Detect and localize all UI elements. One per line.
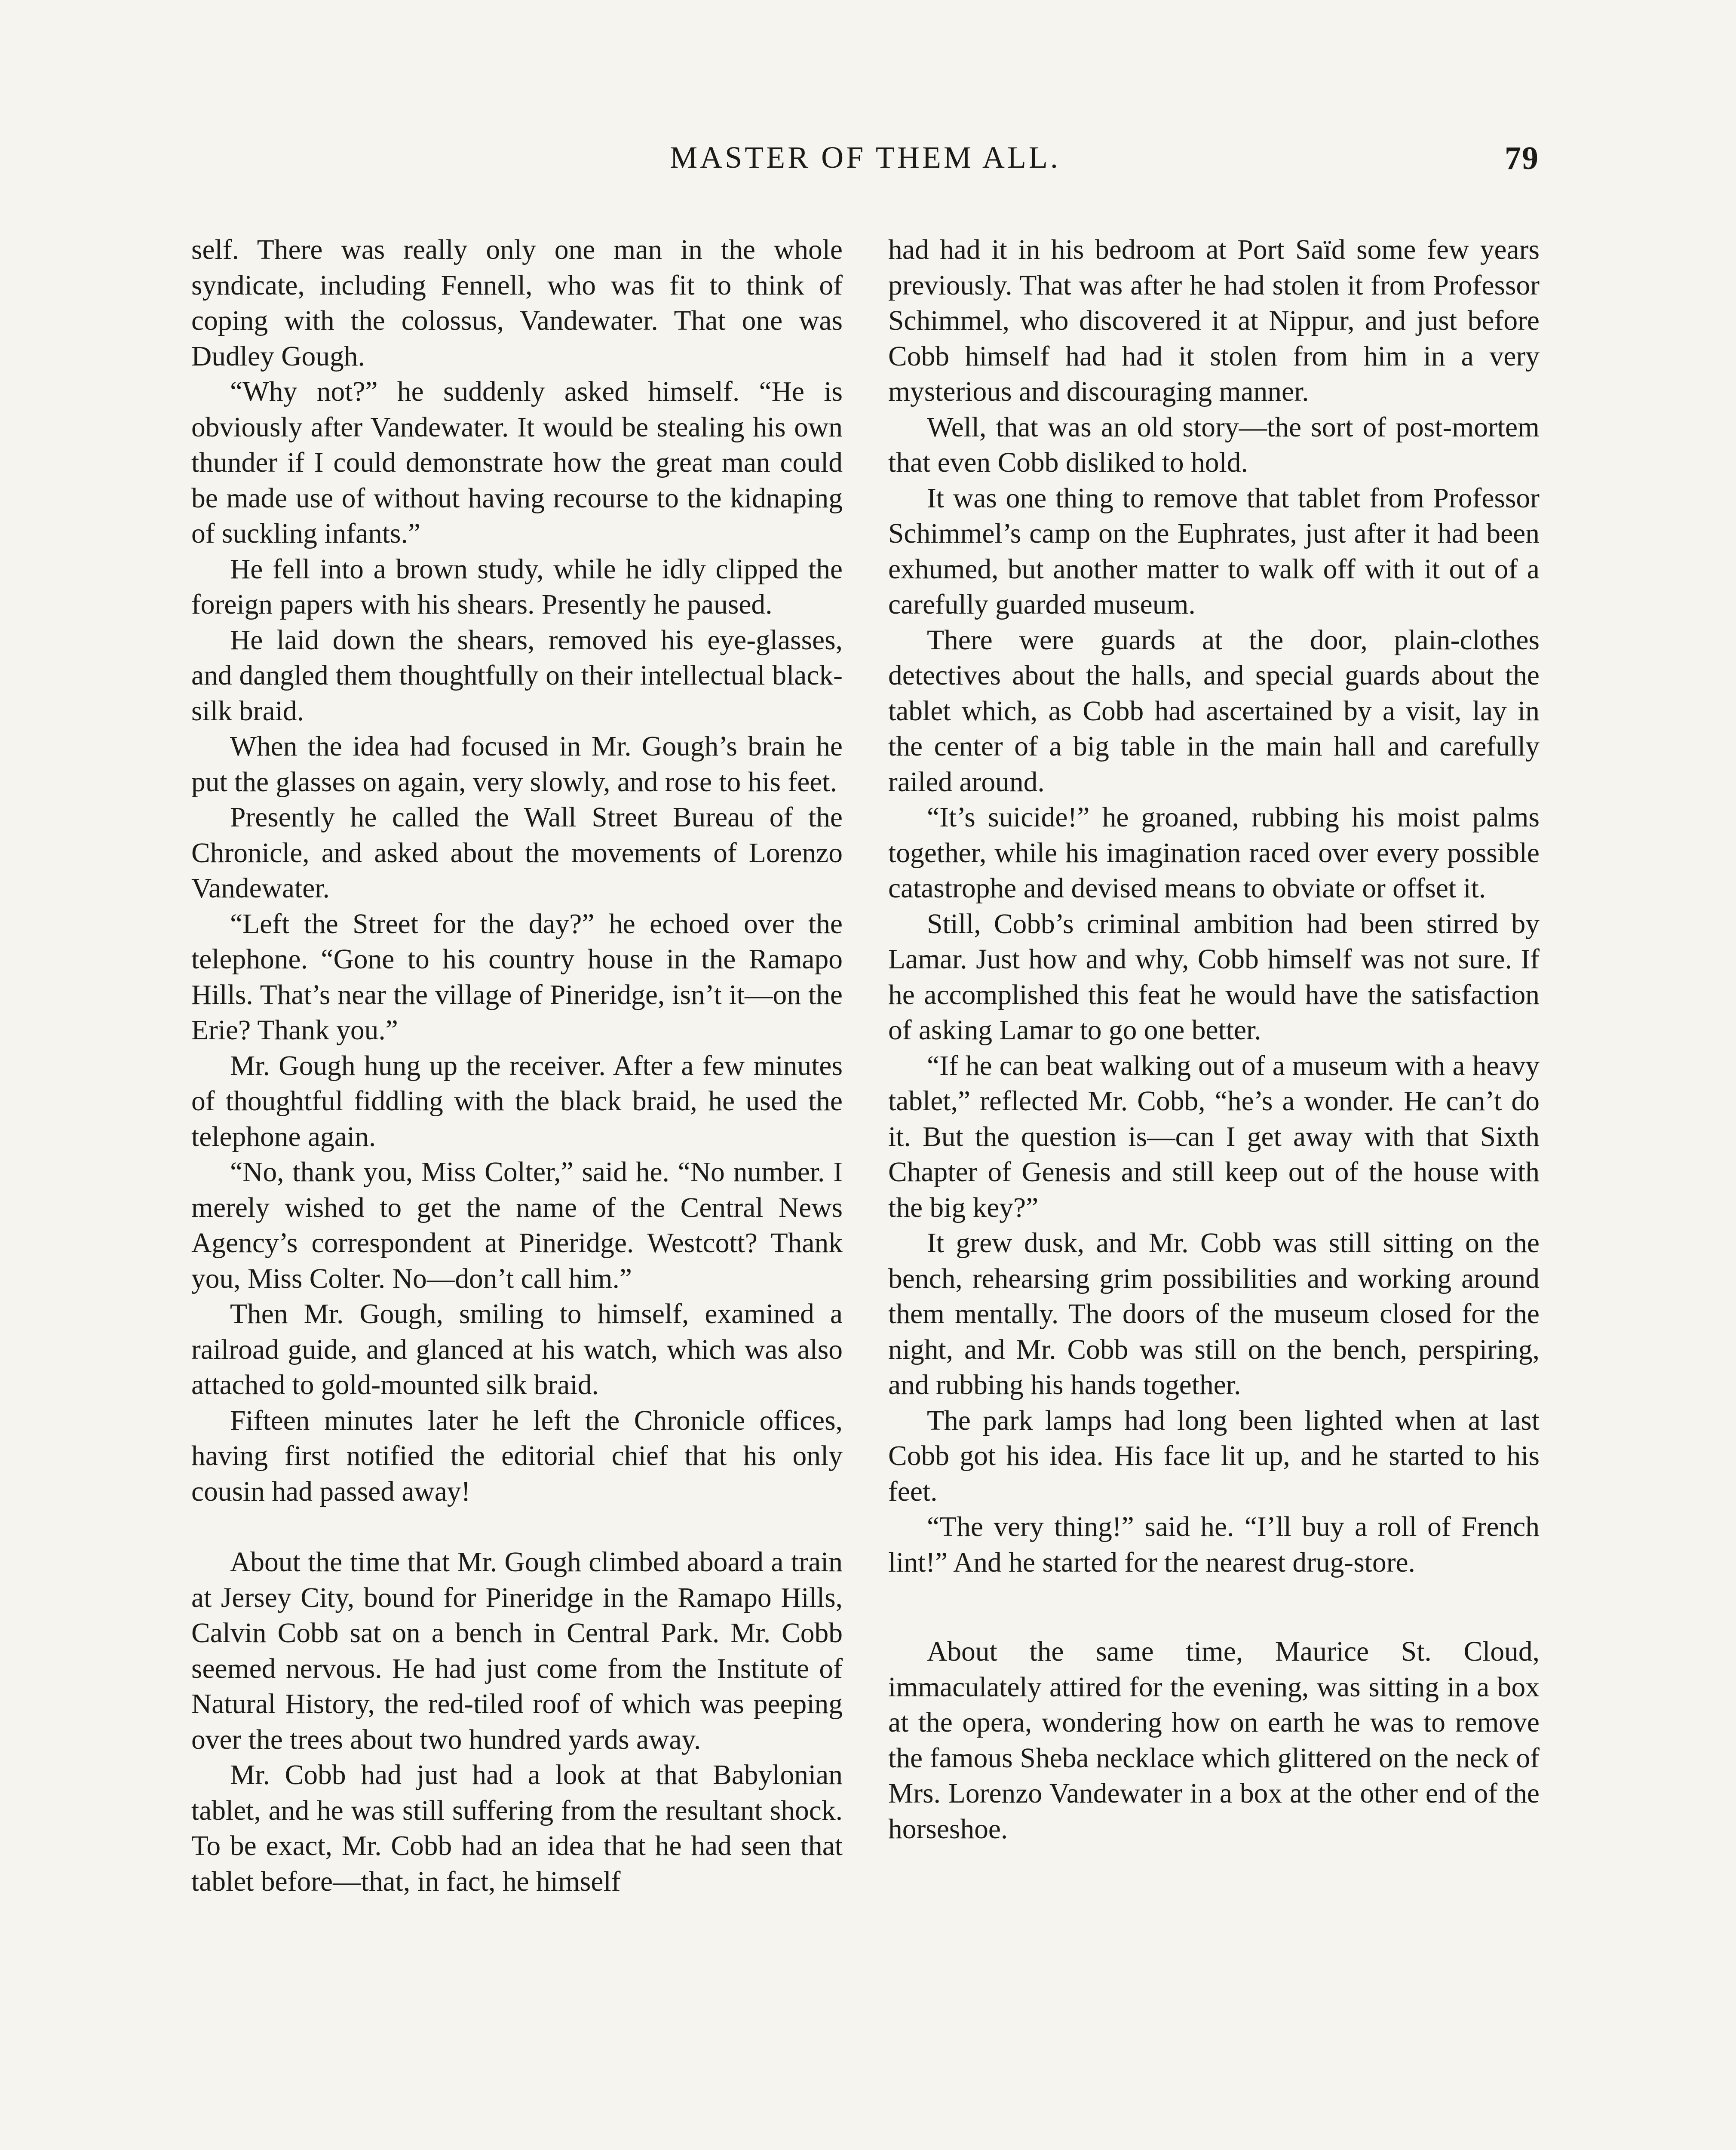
paragraph: It was one thing to remove that tablet from Professor Schimmel’s camp on the Euphrates, just after it had been exhumed, but another matter to walk off with it out of a carefully guarded museum. xyxy=(888,482,1540,620)
paragraph: Presently he called the Wall Street Bureau of the Chronicle, and asked about the movements of Lorenzo Vandewater. xyxy=(191,802,843,904)
paragraph: Mr. Cobb had just had a look at that Babylonian tablet, and he was still suffering from the resultant shock. To be exact, Mr. Cobb had an idea that he had seen that tablet before—that, in fact, he himself xyxy=(191,1760,843,1897)
paragraph: Still, Cobb’s criminal ambition had been stirred by Lamar. Just how and why, Cobb himself was not sure. If he accomplished this feat he would have the satisfaction of asking Lamar to go one better. xyxy=(888,908,1540,1046)
paragraph: self. There was really only one man in the whole syndicate, including Fennell, who was fit to think of coping with the colossus, Vandewater. That one was Dudley Gough. xyxy=(191,234,843,372)
running-title: MASTER OF THEM ALL. xyxy=(670,140,1061,175)
paragraph: He laid down the shears, removed his eye-glasses, and dangled them thoughtfully on their intellectual black-silk braid. xyxy=(191,624,843,727)
right-column xyxy=(888,232,1540,1847)
left-column xyxy=(191,232,843,1899)
paragraph: Fifteen minutes later he left the Chronicle offices, having first notified the editorial chief that his only cousin had passed away! xyxy=(191,1405,843,1507)
paragraph: About the same time, Maurice St. Cloud, immaculately attired for the evening, was sitting in a box at the opera, wondering how on earth he was to remove the famous Sheba necklace which glittered on the neck of Mrs. Lorenzo Vandewater in a box at the other end of the horseshoe. xyxy=(888,1636,1540,1845)
paragraph: About the time that Mr. Gough climbed aboard a train at Jersey City, bound for Pineridge in the Ramapo Hills, Calvin Cobb sat on a bench in Central Park. Mr. Cobb seemed nervous. He had just come from the Institute of Natural History, the red-tiled roof of which was peeping over the trees about two hundred yards away. xyxy=(191,1547,843,1755)
paragraph: “The very thing!” said he. “I’ll buy a roll of French lint!” And he started for the nearest drug-store. xyxy=(888,1511,1540,1578)
paragraph: “Left the Street for the day?” he echoed over the telephone. “Gone to his country house in the Ramapo Hills. That’s near the village of Pineridge, isn’t it—on the Erie? Thank you.” xyxy=(191,908,843,1046)
paragraph: It grew dusk, and Mr. Cobb was still sitting on the bench, rehearsing grim possibilities and working around them mentally. The doors of the museum closed for the night, and Mr. Cobb was still on the bench, perspiring, and rubbing his hands together. xyxy=(888,1228,1540,1401)
paragraph: There were guards at the door, plain-clothes detectives about the halls, and special guards about the tablet which, as Cobb had ascertained by a visit, lay in the center of a big table in the main hall and carefully railed around. xyxy=(888,624,1540,798)
page-header xyxy=(191,140,1539,187)
paragraph: “If he can beat walking out of a museum with a heavy tablet,” reflected Mr. Cobb, “he’s a wonder. He can’t do it. But the question is—can I get away with that Sixth Chapter of Genesis and still keep out of the house with the big key?” xyxy=(888,1050,1540,1223)
paragraph: “It’s suicide!” he groaned, rubbing his moist palms together, while his imagination raced over every possible catastrophe and devised means to obviate or offset it. xyxy=(888,802,1540,904)
paragraph: Mr. Gough hung up the receiver. After a few minutes of thoughtful fiddling with the black braid, he used the telephone again. xyxy=(191,1050,843,1152)
paragraph: “No, thank you, Miss Colter,” said he. “No number. I merely wished to get the name of the Central News Agency’s correspondent at Pineridge. Westcott? Thank you, Miss Colter. No—don’t call him.” xyxy=(191,1157,843,1294)
paragraph: Then Mr. Gough, smiling to himself, examined a railroad guide, and glanced at his watch, which was also attached to gold-mounted silk braid. xyxy=(191,1299,843,1401)
paragraph: When the idea had focused in Mr. Gough’s brain he put the glasses on again, very slowly, and rose to his feet. xyxy=(191,731,843,798)
paragraph: “Why not?” he suddenly asked himself. “He is obviously after Vandewater. It would be stealing his own thunder if I could demonstrate how the great man could be made use of without having recourse to the kidnaping of suckling infants.” xyxy=(191,376,843,549)
page-number: 79 xyxy=(1505,140,1539,176)
paragraph: He fell into a brown study, while he idly clipped the foreign papers with his shears. Presently he paused. xyxy=(191,553,843,620)
paragraph: The park lamps had long been lighted when at last Cobb got his idea. His face lit up, and he started to his feet. xyxy=(888,1405,1540,1507)
paragraph: had had it in his bedroom at Port Saïd some few years previously. That was after he had stolen it from Professor Schimmel, who discovered it at Nippur, and just before Cobb himself had had it stolen from him in a very mysterious and discouraging manner. xyxy=(888,234,1540,407)
paragraph: Well, that was an old story—the sort of post-mortem that even Cobb disliked to hold. xyxy=(888,412,1540,478)
